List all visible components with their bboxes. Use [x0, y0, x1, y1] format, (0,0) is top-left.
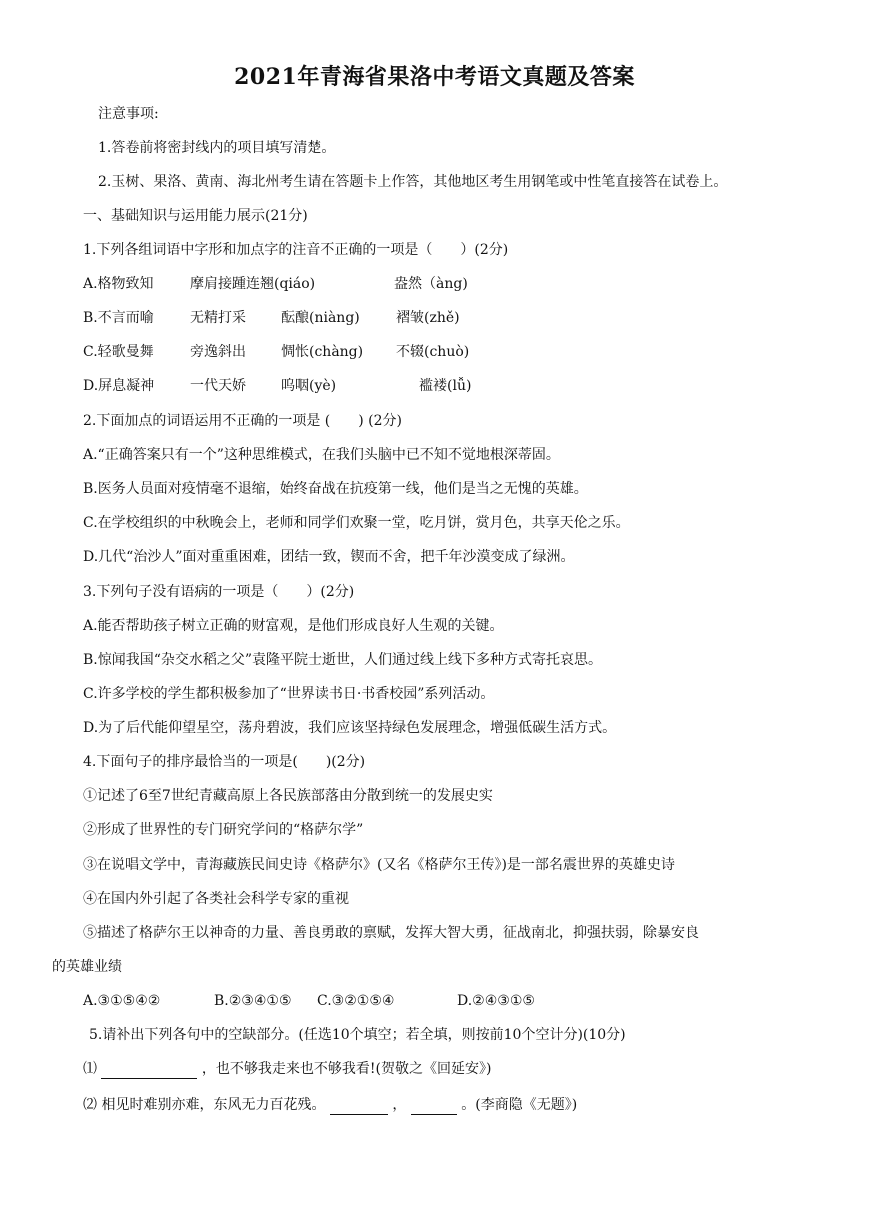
- q1-b-word-2: 无精打采: [190, 310, 246, 326]
- q5-item-2-text-a: 相见时难别亦难，东风无力百花残。: [101, 1097, 326, 1113]
- q5-item-1-number: ⑴: [83, 1061, 97, 1077]
- q1-b-word-3: 酝酿(niàng): [281, 310, 360, 326]
- q1-c-word-2: 旁逸斜出: [190, 344, 246, 360]
- page-title: 2021年青海省果洛中考语文真题及答案: [234, 64, 635, 90]
- q1-a-word-3: 盎然（àng): [394, 276, 468, 292]
- q2-option-c: C.在学校组织的中秋晚会上，老师和同学们欢聚一堂，吃月饼，赏月色，共享天伦之乐。: [83, 515, 630, 531]
- q1-d-word-4: 褴褛(lǚ): [419, 378, 472, 394]
- q4-sentence-2: ②形成了世界性的专门研究学问的“格萨尔学”: [83, 822, 364, 838]
- question-4-stem: 4.下面句子的排序最恰当的一项是( )(2分): [83, 754, 366, 770]
- q1-option-b: [83, 308, 460, 328]
- q1-d-label: D.屏息凝神: [83, 378, 155, 394]
- q4-sentence-4: ④在国内外引起了各类社会科学专家的重视: [83, 891, 349, 907]
- q5-item-2: [83, 1095, 577, 1115]
- q4-option-b: B.②③④①⑤: [214, 993, 292, 1009]
- question-3-stem: 3.下列句子没有语病的一项是（ ）(2分): [83, 584, 355, 600]
- q5-item-2-blank-2[interactable]: [411, 1098, 457, 1115]
- q1-option-a: [83, 274, 468, 294]
- question-2-stem: 2.下面加点的词语运用不正确的一项是 ( ) (2分): [83, 413, 403, 429]
- q1-option-d: [83, 376, 472, 396]
- q4-options: [83, 991, 535, 1011]
- q4-sentence-1: ①记述了6至7世纪青藏高原上各民族部落由分散到统一的发展史实: [83, 788, 493, 804]
- q5-item-2-number: ⑵: [83, 1097, 97, 1113]
- q4-option-d: D.②④③①⑤: [457, 993, 535, 1009]
- question-1-stem: 1.下列各组词语中字形和加点字的注音不正确的一项是（ ）(2分): [83, 242, 509, 258]
- q3-option-c: C.许多学校的学生都积极参加了“世界读书日·书香校园”系列活动。: [83, 686, 495, 702]
- q1-c-label: C.轻歌曼舞: [83, 344, 154, 360]
- q4-option-c: C.③②①⑤④: [317, 993, 395, 1009]
- notice-item-2: 2.玉树、果洛、黄南、海北州考生请在答题卡上作答，其他地区考生用钢笔或中性笔直接答在试卷上。: [98, 174, 728, 190]
- q1-option-c: [83, 342, 470, 362]
- q3-option-b: B.惊闻我国“杂交水稻之父”袁隆平院士逝世，人们通过线上线下多种方式寄托哀思。: [83, 652, 603, 668]
- q4-sentence-5: ⑤描述了格萨尔王以神奇的力量、善良勇敢的禀赋，发挥大智大勇，征战南北，抑强扶弱，除暴安良: [83, 925, 699, 941]
- q1-b-label: B.不言而喻: [83, 310, 154, 326]
- q5-item-1-blank[interactable]: [101, 1062, 197, 1079]
- notice-item-1: 1.答卷前将密封线内的项目填写清楚。: [98, 140, 336, 156]
- q5-item-2-blank-1[interactable]: [330, 1098, 388, 1115]
- q1-a-label: A.格物致知: [83, 276, 154, 292]
- q5-item-2-text-b: ，: [392, 1097, 407, 1113]
- q1-d-word-2: 一代天娇: [190, 378, 246, 394]
- q5-item-2-text-c: 。(李商隐《无题》): [461, 1097, 578, 1113]
- q4-option-a: A.③①⑤④②: [83, 993, 161, 1009]
- q1-c-word-4: 不辍(chuò): [396, 344, 470, 360]
- q5-item-1-text: ，也不够我走来也不够我看!(贺敬之《回延安》): [201, 1061, 492, 1077]
- q2-option-d: D.几代“治沙人”面对重重困难，团结一致，锲而不舍，把千年沙漠变成了绿洲。: [83, 549, 575, 565]
- q1-a-word-2: 摩肩接踵连翘(qiáo): [190, 276, 316, 292]
- q3-option-a: A.能否帮助孩子树立正确的财富观，是他们形成良好人生观的关键。: [83, 618, 504, 634]
- section-heading: 一、基础知识与运用能力展示(21分): [83, 208, 308, 224]
- notice-heading: 注意事项:: [98, 106, 159, 122]
- question-5-stem: 5.请补出下列各句中的空缺部分。(任选10个填空；若全填，则按前10个空计分)(10分): [89, 1027, 626, 1043]
- q1-d-word-3: 呜咽(yè): [281, 378, 337, 394]
- q2-option-a: A.“正确答案只有一个”这种思维模式，在我们头脑中已不知不觉地根深蒂固。: [83, 447, 560, 463]
- q2-option-b: B.医务人员面对疫情毫不退缩，始终奋战在抗疫第一线，他们是当之无愧的英雄。: [83, 481, 588, 497]
- q4-sentence-3: ③在说唱文学中，青海藏族民间史诗《格萨尔》(又名《格萨尔王传》)是一部名震世界的英雄史诗: [83, 857, 675, 873]
- q4-sentence-5-cont: 的英雄业绩: [52, 959, 122, 975]
- q1-c-word-3: 惆怅(chàng): [281, 344, 364, 360]
- q5-item-1: [83, 1059, 491, 1079]
- q3-option-d: D.为了后代能仰望星空，荡舟碧波，我们应该坚持绿色发展理念，增强低碳生活方式。: [83, 720, 617, 736]
- q1-b-word-4: 褶皱(zhě): [396, 310, 460, 326]
